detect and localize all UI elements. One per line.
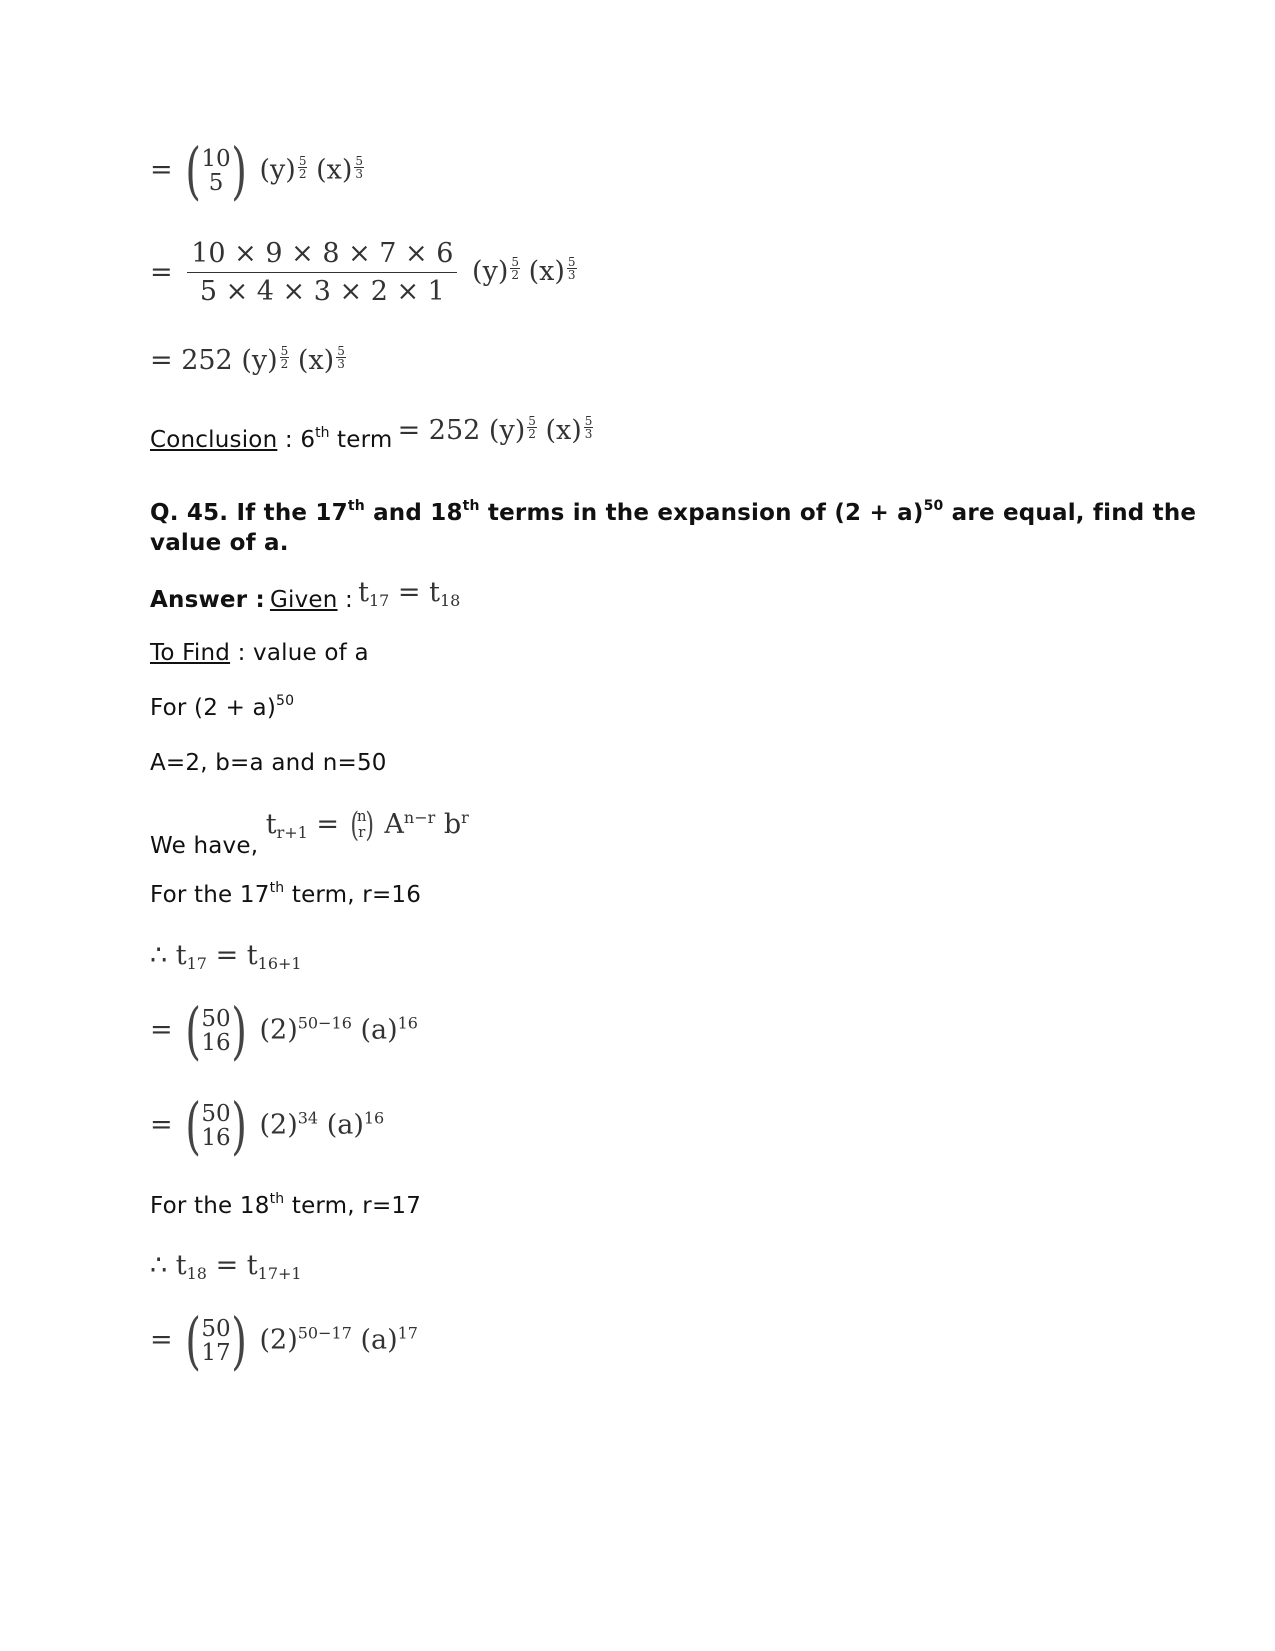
seventeenth-term-line: For the 17th term, r=16 — [150, 880, 422, 908]
x-term: (x) — [528, 256, 565, 287]
y-term: (y) — [259, 154, 296, 186]
to-find-line: To Find : value of a — [150, 640, 369, 666]
y-exponent: $\frac{5}{2}$ — [280, 344, 289, 371]
binomial-coefficient: ( 10 5 ) — [185, 134, 247, 207]
equals-sign: = — [150, 154, 173, 186]
binom-top: 10 — [201, 145, 231, 172]
t17-simplified: = ( 50 16 ) $(2)^{34}$ $(a)^{16}$ — [150, 1089, 385, 1162]
given-equation: $t_{17} = t_{18}$ — [358, 577, 461, 610]
binomial-coefficient: ( 50 16 ) — [185, 994, 247, 1067]
conclusion-term: term — [329, 427, 393, 453]
value-252: = 252 — [150, 345, 233, 376]
conclusion-value: = 252 (y) $\frac{5}{2}$ (x) $\frac{5}{3}$ — [397, 414, 593, 446]
x-exponent: $\frac{5}{3}$ — [337, 344, 345, 371]
binomial-coefficient: ( 50 17 ) — [185, 1304, 247, 1377]
answer-given-line: Answer : Given : $t_{17} = t_{18}$ — [150, 577, 461, 613]
equation-binomial-10-5 — [150, 134, 364, 207]
equation-252 — [150, 345, 346, 376]
t17-expansion: = ( 50 16 ) $(2)^{50-16}$ $(a)^{16}$ — [150, 994, 418, 1067]
y-exponent: $\frac{5}{2}$ — [298, 153, 307, 181]
x-term: (x) — [316, 154, 353, 186]
x-term: (x) — [297, 345, 335, 376]
conclusion-colon: : 6 — [277, 427, 316, 453]
eighteenth-term-line: For the 18th term, r=17 — [150, 1191, 422, 1219]
conclusion-label: Conclusion — [150, 427, 278, 453]
conclusion-line — [150, 414, 593, 454]
general-term-line — [150, 805, 469, 859]
given-label: Given — [269, 587, 338, 613]
x-exponent: $\frac{5}{3}$ — [567, 255, 576, 282]
fraction-numerator: 10 × 9 × 8 × 7 × 6 — [187, 238, 457, 273]
we-have-label: We have, — [150, 832, 266, 859]
parameters-line: A=2, b=a and n=50 — [150, 750, 387, 776]
answer-label: Answer : — [150, 587, 265, 613]
question-line-2: value of a. — [150, 530, 289, 556]
equals-sign: = — [150, 257, 173, 288]
general-term-formula: $t_{r+1}$ = ( n r ) $A^{n-r}$ $b^r$ — [265, 805, 469, 845]
t18-equation: ∴ $t_{18} = t_{17+1}$ — [150, 1250, 302, 1283]
fraction-denominator: 5 × 4 × 3 × 2 × 1 — [199, 276, 445, 307]
fraction — [187, 238, 457, 307]
binomial-coefficient: ( 50 16 ) — [185, 1089, 247, 1162]
binom-bottom: 5 — [208, 170, 224, 196]
t17-equation: ∴ $t_{17} = t_{16+1}$ — [150, 940, 302, 973]
for-expression-line: For $(2 + a)^{50}$ — [150, 693, 295, 721]
equation-fraction — [150, 238, 577, 307]
y-exponent: $\frac{5}{2}$ — [511, 255, 520, 282]
question-heading: Q. 45. If the 17th and 18th terms in the expansion of $(2 + a)^{50}$ are equal, find the — [150, 498, 1197, 526]
x-exponent: $\frac{5}{3}$ — [355, 153, 363, 181]
t18-expansion: = ( 50 17 ) $(2)^{50-17}$ $(a)^{17}$ — [150, 1304, 418, 1377]
y-term: (y) — [472, 256, 509, 287]
to-find-label: To Find — [150, 640, 231, 666]
y-term: (y) — [241, 345, 278, 376]
ordinal-suffix: th — [315, 425, 330, 441]
